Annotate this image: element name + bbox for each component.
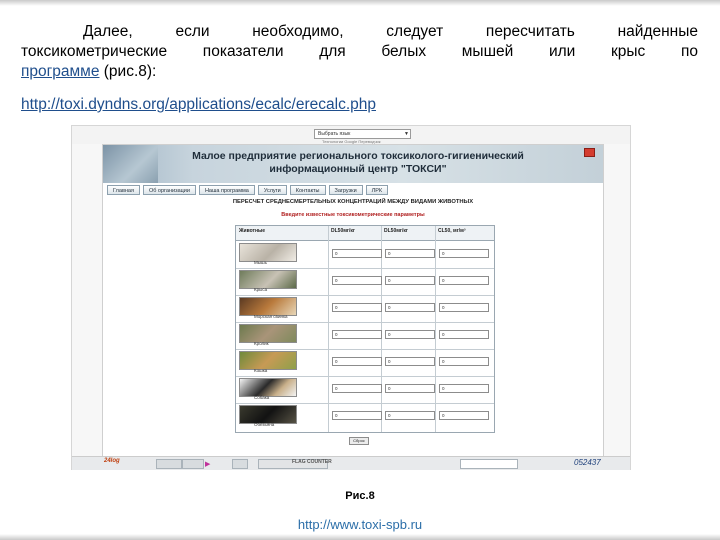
cat-photo: [239, 351, 297, 370]
page-subheading: Введите известные токсикометрические параметры: [281, 212, 425, 218]
paragraph-line-3: [21, 62, 698, 82]
dl50-input-2[interactable]: 0: [385, 276, 435, 285]
dl50-input-1[interactable]: 0: [332, 330, 382, 339]
dl50-input-1[interactable]: 0: [332, 411, 382, 420]
column-header-cl50: CL50, мг/м³: [438, 228, 466, 234]
rat-photo: [239, 270, 297, 289]
slide-bottom-edge: [0, 534, 720, 540]
animal-name: Кролик: [254, 341, 269, 346]
cl50-input[interactable]: 0: [439, 303, 489, 312]
nav-item-downloads[interactable]: Загрузки: [329, 185, 363, 195]
nav-item-lrk[interactable]: ЛРК: [366, 185, 388, 195]
dl50-input-1[interactable]: 0: [332, 249, 382, 258]
table-row: [236, 376, 494, 404]
table-row: [236, 295, 494, 323]
animal-name: Собака: [254, 395, 270, 400]
site-url[interactable]: http://www.toxi-spb.ru: [297, 517, 423, 532]
dl50-input-1[interactable]: 0: [332, 357, 382, 366]
nav-item-services[interactable]: Услуги: [258, 185, 287, 195]
cl50-input[interactable]: 0: [439, 249, 489, 258]
flag-counter-label: FLAG COUNTER: [292, 459, 332, 465]
table-row: [236, 322, 494, 350]
counter-badge: [182, 459, 204, 469]
chevron-down-icon: ▼: [404, 131, 409, 137]
dl50-input-1[interactable]: 0: [332, 276, 382, 285]
site-footer: [72, 456, 630, 470]
animal-name: Морская свинка: [254, 314, 288, 319]
dl50-input-2[interactable]: 0: [385, 357, 435, 366]
column-header-dl50-1: DL50мг/кг: [331, 228, 355, 234]
counter-badge: [156, 459, 182, 469]
figure-caption: Рис.8: [345, 490, 375, 502]
table-row: [236, 268, 494, 296]
cl50-input[interactable]: 0: [439, 411, 489, 420]
site-title: Малое предприятие регионального токсиколого-гигиенический информационный центр "ТОКСИ": [192, 150, 524, 175]
table-row: [236, 241, 494, 269]
translate-widget[interactable]: [460, 459, 518, 469]
stats-badge: [232, 459, 248, 469]
column-header-dl50-2: DL50мг/кг: [384, 228, 408, 234]
site-page: [102, 144, 604, 458]
site-nav: [107, 185, 388, 195]
paragraph-line-2: токсикометрические показатели для белых мышей или крыс по: [21, 43, 698, 60]
language-select[interactable]: Выбрать язык ▼: [314, 129, 411, 139]
mouse-photo: [239, 243, 297, 262]
site-banner: [103, 145, 603, 183]
arrow-right-icon: ▶: [205, 461, 211, 468]
slide-top-edge: [0, 0, 720, 6]
website-screenshot: [71, 125, 631, 470]
program-link[interactable]: программе: [21, 63, 100, 80]
figure-reference: (рис.8):: [99, 63, 157, 80]
reset-button[interactable]: Сброс: [349, 437, 369, 445]
counter-logo: 24log: [104, 458, 120, 464]
animal-name: Обезьяна: [254, 422, 275, 427]
dl50-input-1[interactable]: 0: [332, 303, 382, 312]
table-row: [236, 403, 494, 430]
animal-name: Мышь: [254, 260, 267, 265]
dl50-input-2[interactable]: 0: [385, 330, 435, 339]
dl50-input-2[interactable]: 0: [385, 303, 435, 312]
nav-item-program[interactable]: Наша программа: [199, 185, 255, 195]
animal-name: Кошка: [254, 368, 268, 373]
cl50-input[interactable]: 0: [439, 384, 489, 393]
dl50-input-1[interactable]: 0: [332, 384, 382, 393]
page-heading: ПЕРЕСЧЕТ СРЕДНЕСМЕРТЕЛЬНЫХ КОНЦЕНТРАЦИЙ МЕЖДУ ВИДАМИ ЖИВОТНЫХ: [232, 199, 474, 205]
calculator-url-link[interactable]: http://toxi.dyndns.org/applications/ecalc/erecalc.php: [21, 96, 376, 113]
column-header-animals: Животные: [239, 228, 266, 234]
translate-note: Технологии Google Переводчик: [322, 139, 381, 144]
paragraph-line-1: Далее, если необходимо, следует пересчитать найденные: [83, 23, 698, 40]
cl50-input[interactable]: 0: [439, 330, 489, 339]
translate-bar: [72, 126, 630, 144]
nav-item-contacts[interactable]: Контакты: [290, 185, 326, 195]
visit-counter: 052437: [574, 458, 601, 467]
dl50-input-2[interactable]: 0: [385, 384, 435, 393]
animal-name: Крыса: [254, 287, 268, 292]
dl50-input-2[interactable]: 0: [385, 411, 435, 420]
nav-item-home[interactable]: Главная: [107, 185, 140, 195]
dl50-input-2[interactable]: 0: [385, 249, 435, 258]
cl50-input[interactable]: 0: [439, 357, 489, 366]
calculator-table: [235, 225, 495, 433]
nav-item-about[interactable]: Об организации: [143, 185, 196, 195]
intro-paragraph: [21, 22, 698, 82]
flag-icon: [584, 148, 595, 157]
table-row: [236, 349, 494, 377]
table-header: [236, 226, 494, 241]
cl50-input[interactable]: 0: [439, 276, 489, 285]
